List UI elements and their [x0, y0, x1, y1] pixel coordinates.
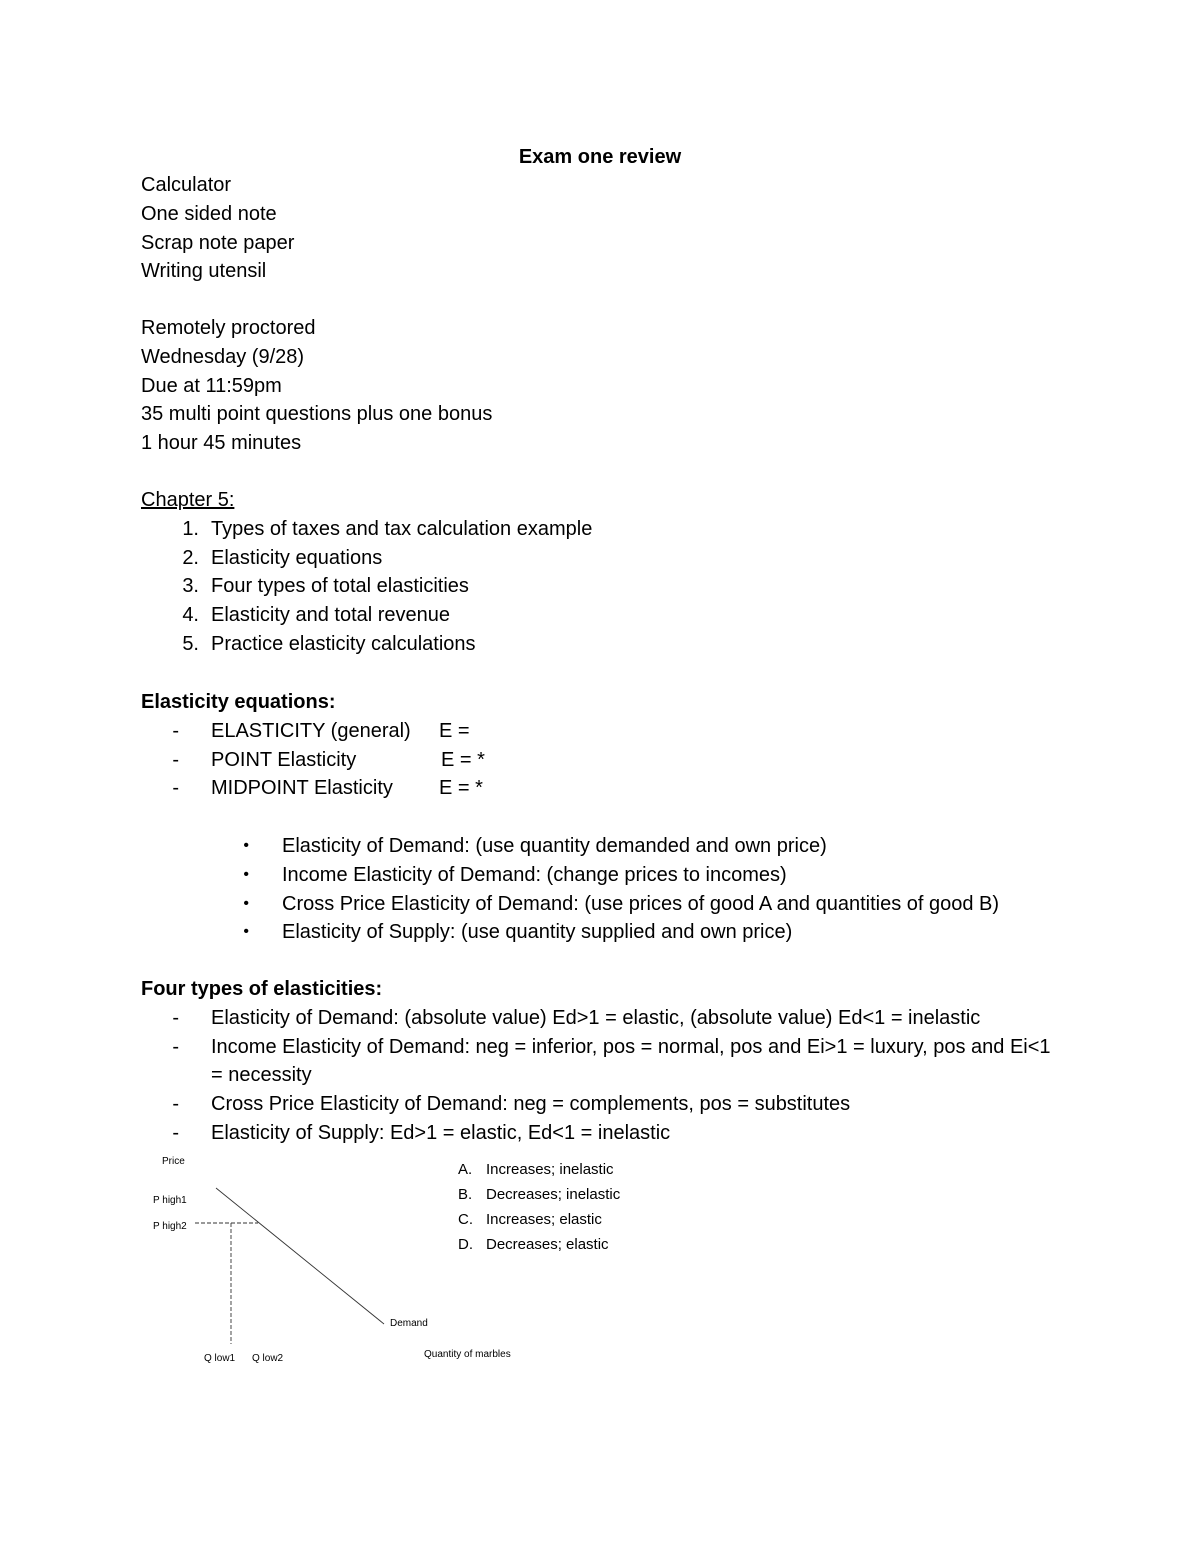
logistics-item: Remotely proctored: [141, 317, 316, 339]
dash-marker: -: [172, 1006, 179, 1029]
list-item: [141, 630, 592, 659]
list-number: 5.: [182, 632, 199, 655]
chapter-heading: Chapter 5:: [141, 489, 235, 511]
list-text: Elasticity equations: [211, 546, 383, 569]
equations-heading: Elasticity equations:: [141, 691, 336, 713]
dash-marker: -: [172, 1121, 179, 1144]
equation-label: ELASTICITY (general): [211, 719, 411, 742]
types-item: [141, 1033, 1061, 1091]
material-item: Scrap note paper: [141, 231, 295, 254]
logistics-list: [141, 314, 492, 458]
equation-row: [141, 746, 485, 775]
bullet-marker: •: [243, 865, 249, 883]
list-number: 3.: [182, 575, 199, 598]
q-low2-label: Q low2: [252, 1353, 284, 1364]
choice-letter: A.: [458, 1161, 473, 1178]
answer-choices: [458, 1157, 620, 1257]
bullet-item: [141, 890, 999, 919]
elasticity-bullets: [141, 832, 999, 947]
bullet-item: [141, 918, 999, 947]
p-high1-label: P high1: [153, 1195, 187, 1206]
equation-row: [141, 717, 485, 746]
demand-curve-label: Demand: [390, 1318, 428, 1329]
equations-section: [141, 688, 485, 803]
bullet-text: Cross Price Elasticity of Demand: (use prices of good A and quantities of good B): [282, 892, 1000, 915]
types-text: Income Elasticity of Demand: neg = inferior, pos = normal, pos and Ei>1 = luxury, pos and Ei<1 = necessity: [211, 1035, 1051, 1087]
types-text: Cross Price Elasticity of Demand: neg = complements, pos = substitutes: [211, 1093, 851, 1116]
choice-letter: D.: [458, 1236, 473, 1253]
types-item: [141, 1004, 1061, 1033]
list-number: 2.: [182, 546, 199, 569]
logistics-item: Due at 11:59pm: [141, 374, 282, 397]
bullet-marker: •: [243, 894, 249, 912]
types-text: Elasticity of Demand: (absolute value) Ed>1 = elastic, (absolute value) Ed<1 = inelastic: [211, 1006, 981, 1029]
choice-text: Decreases; inelastic: [486, 1186, 621, 1203]
equation-label: POINT Elasticity: [211, 748, 357, 771]
document-title: Exam one review: [518, 146, 682, 168]
list-text: Four types of total elasticities: [211, 575, 469, 598]
q-low1-label: Q low1: [204, 1353, 236, 1364]
bullet-item: [141, 832, 999, 861]
logistics-item: 35 multi point questions plus one bonus: [141, 403, 493, 426]
list-text: Types of taxes and tax calculation example: [211, 517, 593, 540]
x-axis-label: Quantity of marbles: [424, 1349, 511, 1360]
equation-value: E = *: [441, 748, 485, 771]
bullet-text: Elasticity of Supply: (use quantity supplied and own price): [282, 921, 793, 944]
material-item: Calculator: [141, 174, 232, 196]
demand-curve: [216, 1188, 384, 1324]
choice-letter: C.: [458, 1211, 473, 1228]
types-section: [141, 975, 1061, 1148]
choice-text: Increases; inelastic: [486, 1161, 614, 1178]
bullet-marker: •: [243, 837, 249, 854]
equation-label: MIDPOINT Elasticity: [211, 777, 393, 800]
bullet-text: Income Elasticity of Demand: (change prices to incomes): [282, 863, 787, 886]
bullet-item: [141, 861, 999, 890]
types-item: [141, 1090, 1061, 1119]
list-item: [141, 544, 592, 573]
choice-item: [458, 1182, 620, 1207]
material-item: Writing utensil: [141, 260, 267, 283]
dash-marker: -: [172, 1035, 179, 1058]
dash-marker: -: [172, 748, 179, 771]
equation-value: E = *: [439, 777, 483, 800]
types-text: Elasticity of Supply: Ed>1 = elastic, Ed<1 = inelastic: [211, 1121, 671, 1144]
dash-marker: -: [172, 777, 179, 800]
logistics-item: 1 hour 45 minutes: [141, 432, 302, 455]
bullet-text: Elasticity of Demand: (use quantity demanded and own price): [282, 835, 827, 857]
logistics-item: Wednesday (9/28): [141, 345, 305, 368]
choice-letter: B.: [458, 1186, 473, 1203]
y-axis-label: Price: [162, 1156, 185, 1167]
dash-marker: -: [172, 1093, 179, 1116]
list-text: Elasticity and total revenue: [211, 604, 451, 627]
list-number: 4.: [182, 604, 199, 627]
choice-item: [458, 1232, 620, 1257]
bullet-marker: •: [243, 923, 249, 941]
equation-row: [141, 774, 485, 803]
list-item: [141, 572, 592, 601]
choice-text: Decreases; elastic: [486, 1236, 609, 1253]
p-high2-label: P high2: [153, 1221, 187, 1232]
choice-item: [458, 1157, 620, 1182]
choice-item: [458, 1207, 620, 1232]
list-item: [141, 515, 592, 544]
dash-marker: -: [172, 719, 179, 742]
list-text: Practice elasticity calculations: [211, 632, 476, 655]
materials-list: [141, 171, 294, 286]
equation-value: E =: [439, 719, 470, 742]
list-number: 1.: [182, 517, 199, 540]
chapter-section: [141, 486, 592, 659]
list-item: [141, 601, 592, 630]
choice-text: Increases; elastic: [486, 1211, 602, 1228]
material-item: One sided note: [141, 202, 277, 225]
types-heading: Four types of elasticities:: [141, 978, 383, 1000]
